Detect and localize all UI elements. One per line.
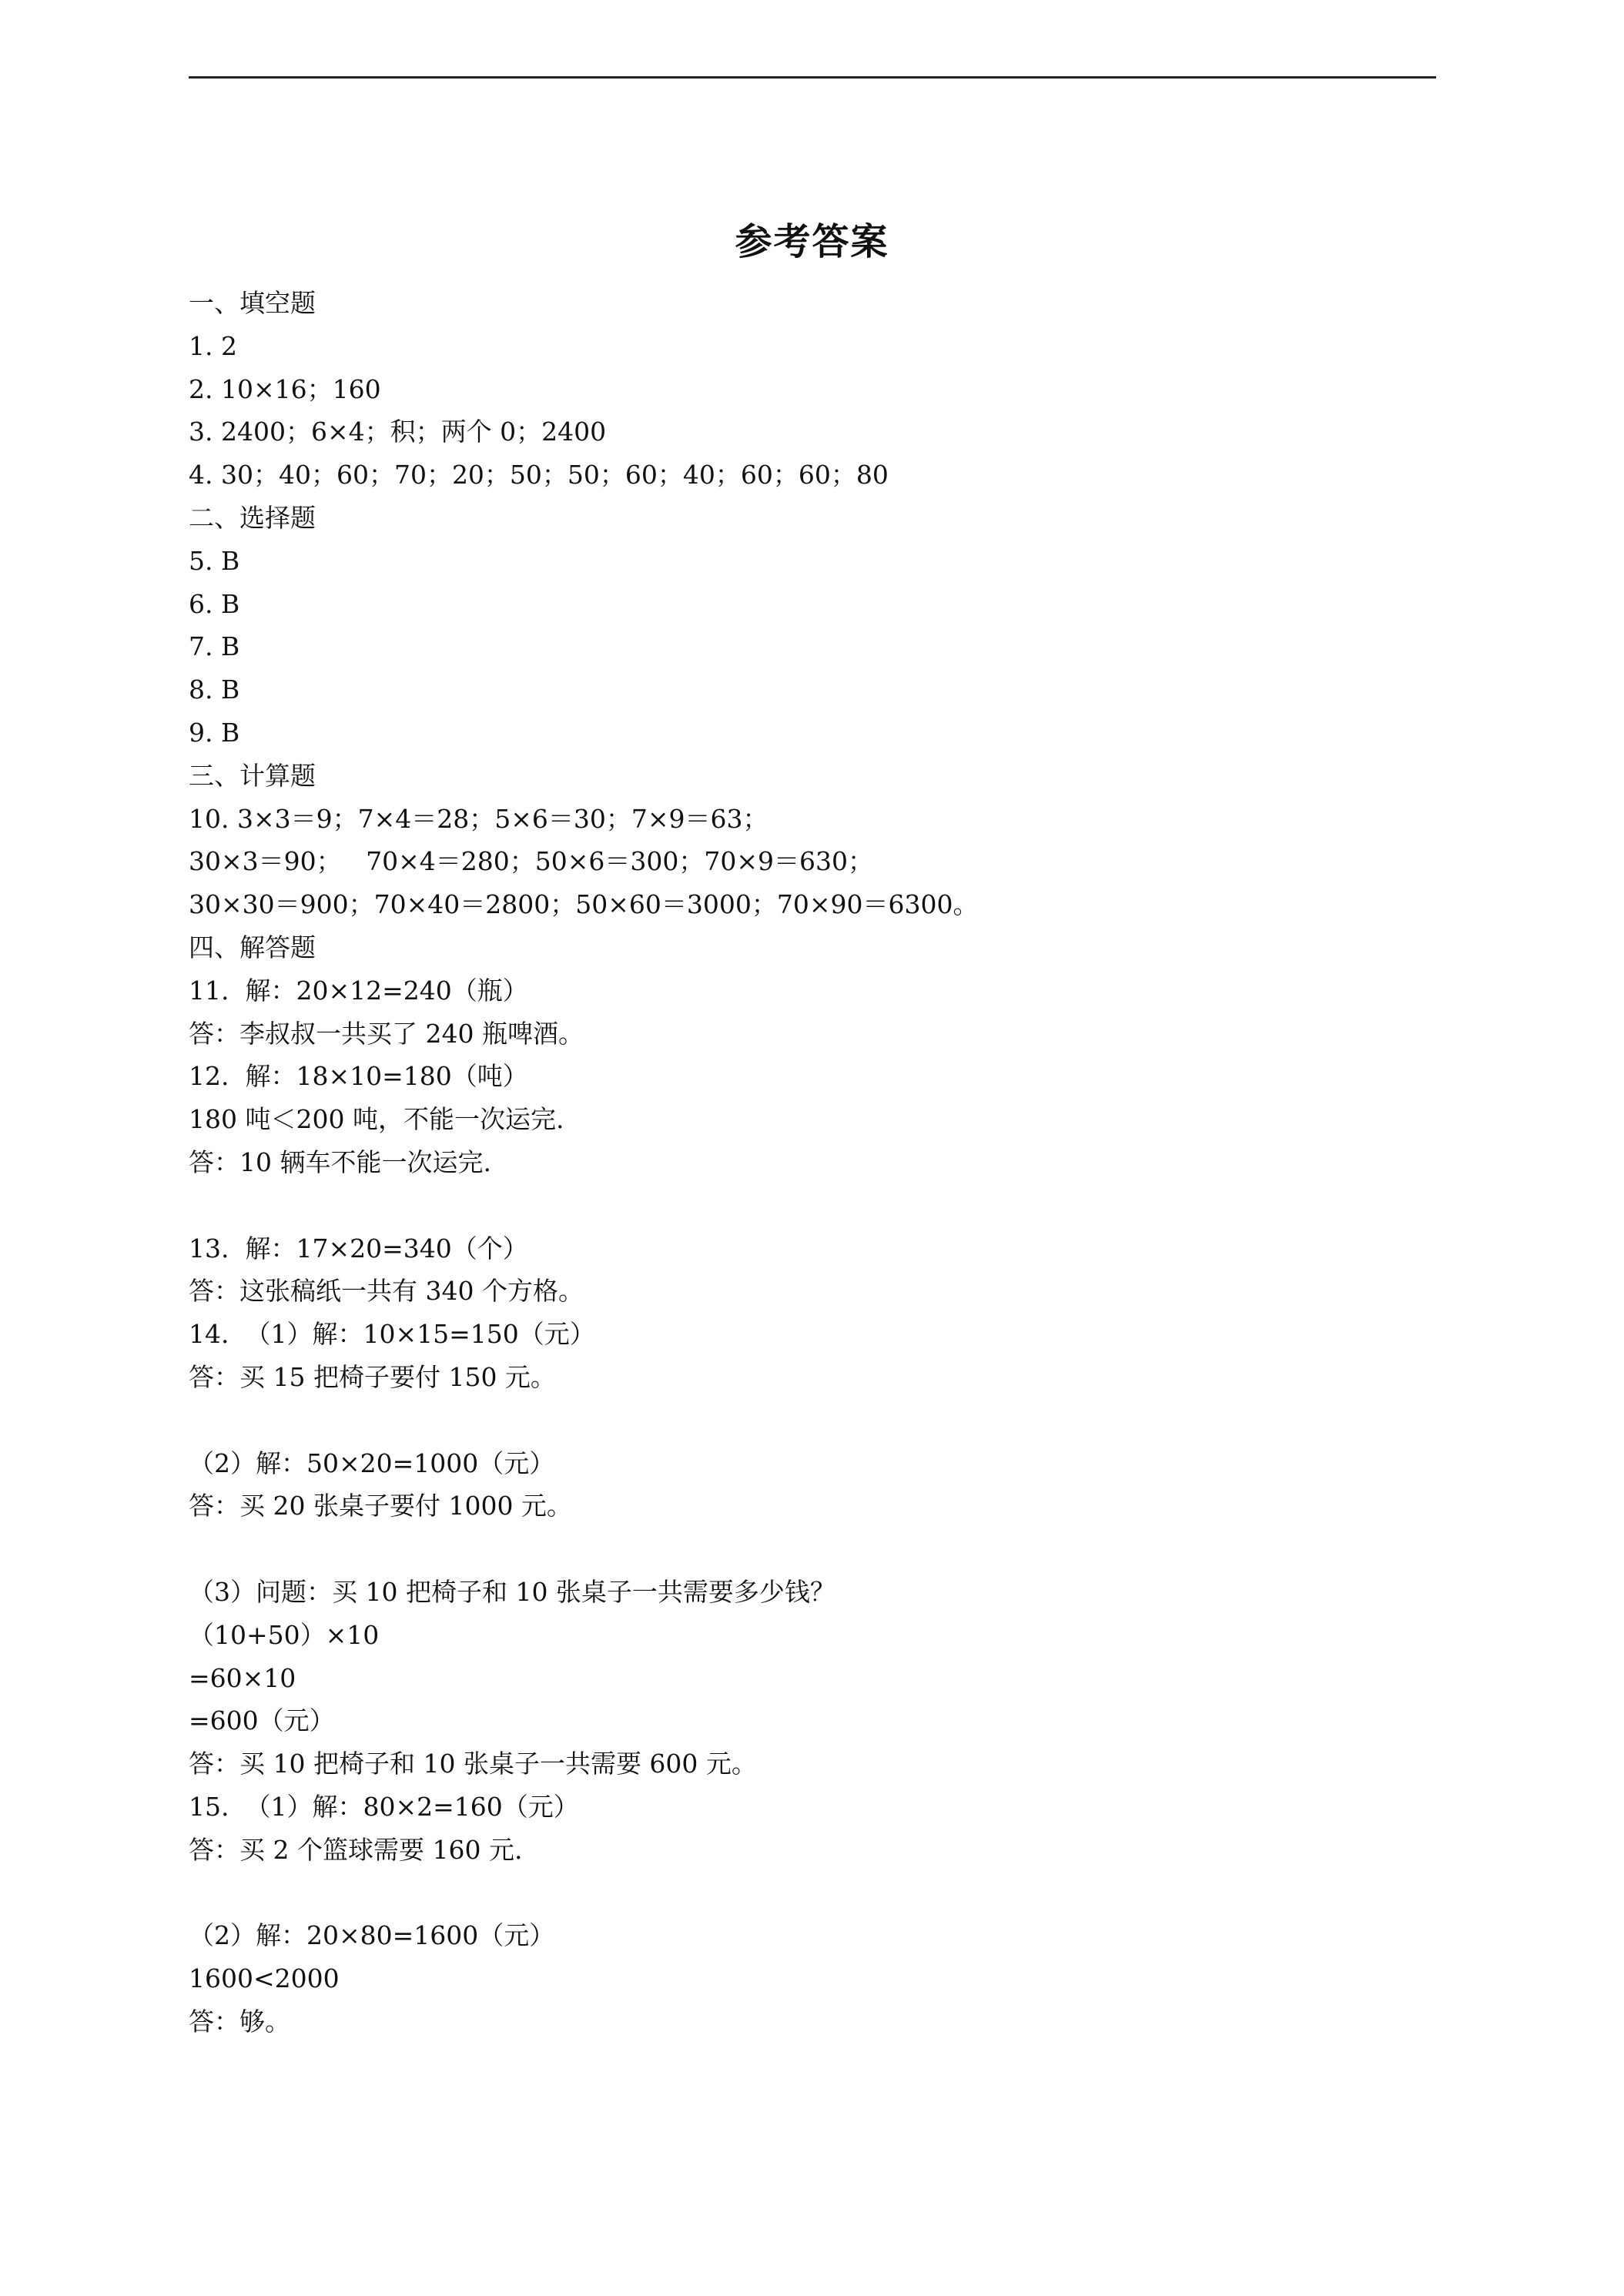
answer-content [189,282,1452,2043]
answer-line-14-1-answer: 答：买 15 把椅子要付 150 元。 [189,1361,556,1392]
answer-line-14-2-solution: （2）解：50×20=1000（元） [189,1448,555,1478]
answer-line-15-2-answer: 答：够。 [189,2006,290,2037]
answer-line-12-compare: 180 吨＜200 吨，不能一次运完. [189,1104,564,1135]
answer-line-11-answer: 答：李叔叔一共买了 240 瓶啤酒。 [189,1018,584,1049]
answer-line-14-2-answer: 答：买 20 张桌子要付 1000 元。 [189,1491,572,1521]
section-heading-choice: 二、选择题 [189,502,316,533]
answer-line-13-solution: 13. 解：17×20=340（个） [189,1233,528,1263]
answer-line-10c: 30×30＝900；70×40＝2800；50×60＝3000；70×90＝6300。 [189,889,979,920]
answer-line-10a: 10. 3×3＝9；7×4＝28；5×6＝30；7×9＝63； [189,803,768,834]
answer-line-15-1-solution: 15. （1）解：80×2=160（元） [189,1791,579,1822]
answer-line-12-answer: 答：10 辆车不能一次运完. [189,1146,491,1177]
answer-line-6: 6. B [189,588,240,619]
answer-line-15-2-compare: 1600<2000 [189,1963,340,1994]
answer-line-11-solution: 11. 解：20×12=240（瓶） [189,975,528,1006]
section-heading-word-problems: 四、解答题 [189,932,316,962]
answer-line-10b: 30×3＝90； 70×4＝280；50×6＝300；70×9＝630； [189,846,873,877]
section-heading-fill-in: 一、填空题 [189,288,316,318]
answer-line-8: 8. B [189,674,240,705]
blank-line [189,1871,1452,1914]
answer-line-13-answer: 答：这张稿纸一共有 340 个方格。 [189,1276,584,1307]
blank-line [189,1528,1452,1571]
answer-line-14-3-step3: =600（元） [189,1705,335,1736]
blank-line [189,1184,1452,1227]
blank-line [189,1399,1452,1442]
answer-line-14-1-solution: 14. （1）解：10×15=150（元） [189,1319,595,1350]
answer-line-1: 1. 2 [189,330,237,361]
answer-line-2: 2. 10×16；160 [189,373,381,404]
answer-line-3: 3. 2400；6×4；积；两个 0；2400 [189,417,607,447]
section-heading-calculation: 三、计算题 [189,760,316,791]
answer-line-4: 4. 30；40；60；70；20；50；50；60；40；60；60；80 [189,460,889,490]
page-title: 参考答案 [735,220,889,263]
answer-line-7: 7. B [189,631,240,662]
answer-line-14-3-step1: （10+50）×10 [189,1619,380,1650]
answer-line-15-1-answer: 答：买 2 个篮球需要 160 元. [189,1834,523,1865]
answer-line-15-2-solution: （2）解：20×80=1600（元） [189,1920,555,1951]
answer-line-14-3-question: （3）问题：买 10 把椅子和 10 张桌子一共需要多少钱？ [189,1576,835,1607]
answer-line-5: 5. B [189,545,240,576]
header-rule [189,76,1436,79]
answer-line-14-3-answer: 答：买 10 把椅子和 10 张桌子一共需要 600 元。 [189,1749,757,1779]
answer-line-12-solution: 12. 解：18×10=180（吨） [189,1061,528,1092]
answer-line-9: 9. B [189,717,240,748]
answer-line-14-3-step2: =60×10 [189,1662,296,1693]
